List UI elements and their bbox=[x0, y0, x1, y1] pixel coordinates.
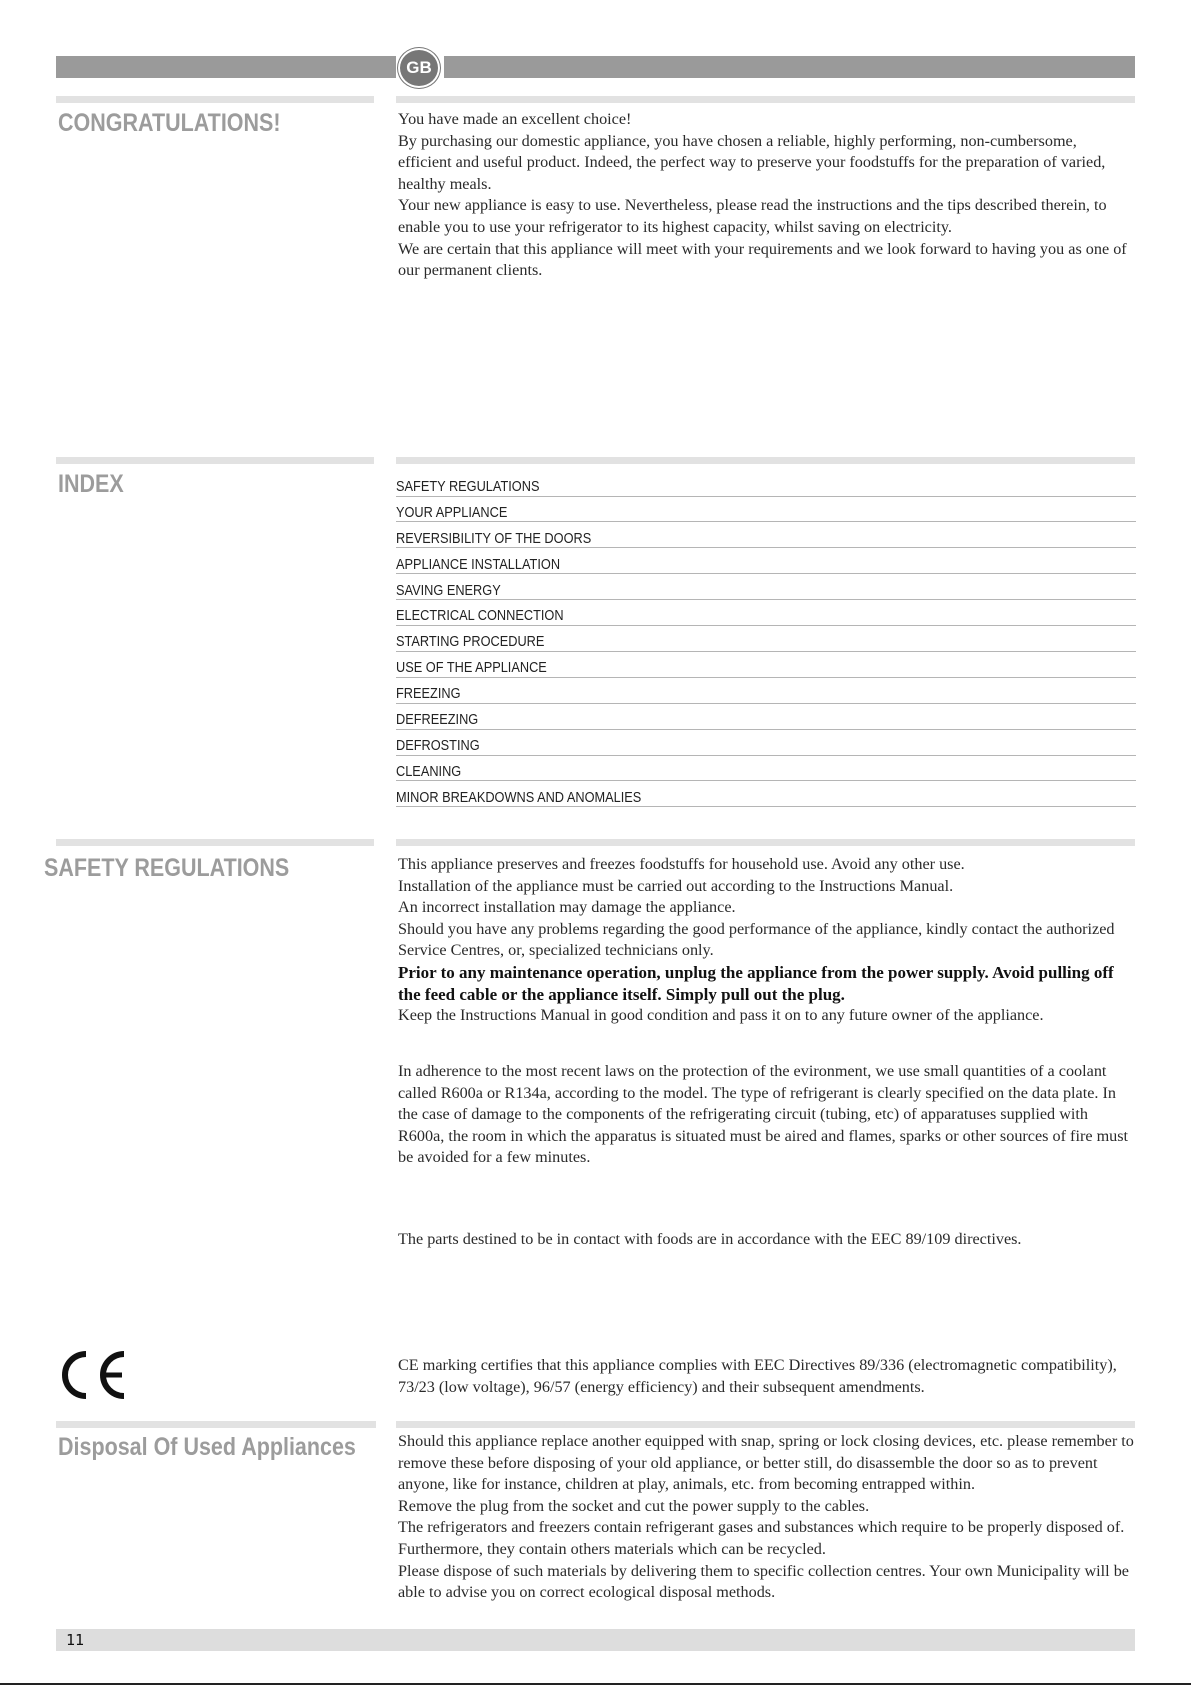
coolant-paragraph: In adherence to the most recent laws on the protection of the evironment, we use small quantities of a coolant called R600a or R134a, according to the model. The type of refrigerant is clearly specified on the data plate. In the case of damage to the components of the refrigerating circuit (tubing, etc) of apparatuses supplied with R600a, the room in which the apparatus is situated must be aired and flames, sparks or other sources of fire must be avoided for a few minutes. bbox=[398, 1062, 1129, 1167]
disposal-right-rule bbox=[396, 1421, 1135, 1428]
index-item-label: DEFREEZING bbox=[396, 712, 479, 729]
congratulations-body bbox=[398, 109, 1133, 282]
index-item-label: YOUR APPLIANCE bbox=[396, 504, 508, 521]
language-badge: GB bbox=[398, 48, 440, 88]
ce-mark-icon bbox=[56, 1348, 130, 1402]
index-item-label: REVERSIBILITY OF THE DOORS bbox=[396, 530, 592, 547]
eec-paragraph: The parts destined to be in contact with foods are in accordance with the EEC 89/109 directives. bbox=[398, 1230, 1022, 1248]
safety-paragraph: This appliance preserves and freezes foodstuffs for household use. Avoid any other use. bbox=[398, 855, 965, 873]
safety-title: SAFETY REGULATIONS bbox=[44, 854, 290, 882]
index-item-label: USE OF THE APPLIANCE bbox=[396, 660, 547, 677]
index-item bbox=[396, 498, 1136, 523]
page-number: 11 bbox=[66, 1631, 85, 1649]
index-item-label: ELECTRICAL CONNECTION bbox=[396, 608, 564, 625]
index-item bbox=[396, 783, 1136, 808]
safety-warning: Prior to any maintenance operation, unplug the appliance from the power supply. Avoid pulling off the feed cable or the appliance itself. Simply pull out the plug. bbox=[398, 962, 1114, 1004]
disposal-title: Disposal Of Used Appliances bbox=[58, 1433, 356, 1461]
congratulations-right-rule bbox=[396, 96, 1135, 103]
index-item-label: CLEANING bbox=[396, 763, 462, 780]
disposal-paragraph: Please dispose of such materials by delivering them to specific collection centres. Your own Municipality will be able to advise you on correct ecological disposal methods. bbox=[398, 1561, 1129, 1602]
index-item-label: MINOR BREAKDOWNS AND ANOMALIES bbox=[396, 789, 642, 806]
disposal-paragraph: The refrigerators and freezers contain refrigerant gases and substances which require to be properly disposed of. Furthermore, they contain others materials which can be recycled. bbox=[398, 1518, 1125, 1558]
index-item bbox=[396, 524, 1136, 549]
index-list bbox=[396, 472, 1136, 807]
index-item-label: SAFETY REGULATIONS bbox=[396, 479, 540, 495]
safety-right-rule bbox=[396, 839, 1135, 846]
congratulations-paragraph: By purchasing our domestic appliance, you have chosen a reliable, highly performing, non-cumbersome, efficient and useful product. Indeed, the perfect way to preserve your foodstuffs for the preparation of varied, healthy meals. bbox=[398, 131, 1106, 193]
index-title: INDEX bbox=[58, 470, 124, 498]
safety-paragraph: Installation of the appliance must be carried out according to the Instructions Manual. bbox=[398, 876, 954, 895]
index-item bbox=[396, 731, 1136, 756]
disposal-paragraph: Remove the plug from the socket and cut the power supply to the cables. bbox=[398, 1496, 870, 1515]
index-item bbox=[396, 653, 1136, 678]
index-item-label: STARTING PROCEDURE bbox=[396, 634, 545, 651]
index-item bbox=[396, 705, 1136, 730]
index-item bbox=[396, 472, 1136, 497]
index-item-label: APPLIANCE INSTALLATION bbox=[396, 556, 561, 573]
index-item bbox=[396, 550, 1136, 575]
disposal-body bbox=[398, 1431, 1135, 1604]
safety-left-rule bbox=[56, 839, 374, 846]
congratulations-title: CONGRATULATIONS! bbox=[58, 109, 281, 137]
congratulations-paragraph: You have made an excellent choice! bbox=[398, 110, 632, 128]
index-item-label: SAVING ENERGY bbox=[396, 582, 501, 599]
congratulations-paragraph: We are certain that this appliance will meet with your requirements and we look forward to having you as one of our permanent clients. bbox=[398, 239, 1127, 280]
index-right-rule bbox=[396, 457, 1135, 464]
index-item bbox=[396, 627, 1136, 652]
safety-body bbox=[398, 854, 1135, 1027]
index-item-label: DEFROSTING bbox=[396, 737, 480, 754]
index-item bbox=[396, 757, 1136, 782]
index-left-rule bbox=[56, 457, 374, 464]
disposal-left-rule bbox=[56, 1421, 376, 1428]
index-item-label: FREEZING bbox=[396, 686, 461, 703]
ce-text: CE marking certifies that this appliance complies with EEC Directives 89/336 (electromagnetic compatibility), 73/23 (low voltage), 96/57 (energy efficiency) and their subsequent amendments. bbox=[398, 1356, 1117, 1396]
safety-paragraph: Keep the Instructions Manual in good condition and pass it on to any future owner of the appliance. bbox=[398, 1006, 1044, 1025]
index-item bbox=[396, 601, 1136, 626]
safety-paragraph: Should you have any problems regarding the good performance of the appliance, kindly contact the authorized Service Centres, or, specialized technicians only. bbox=[398, 919, 1115, 960]
disposal-paragraph: Should this appliance replace another equipped with snap, spring or lock closing devices, etc. please remember to remove these before disposing of your old appliance, or better still, do disassemble the door so as to prevent anyone, like for instance, children at play, animals, etc. from becoming entrapped within. bbox=[398, 1432, 1134, 1494]
congratulations-left-rule bbox=[56, 96, 374, 103]
safety-paragraph: An incorrect installation may damage the appliance. bbox=[398, 898, 736, 917]
congratulations-paragraph: Your new appliance is easy to use. Nevertheless, please read the instructions and the tips described therein, to enable you to use your refrigerator to its highest capacity, whilst saving on electricity. bbox=[398, 196, 1107, 236]
header-bar-right bbox=[444, 56, 1135, 78]
footer-bar bbox=[56, 1629, 1135, 1651]
header-bar-left bbox=[56, 56, 396, 78]
